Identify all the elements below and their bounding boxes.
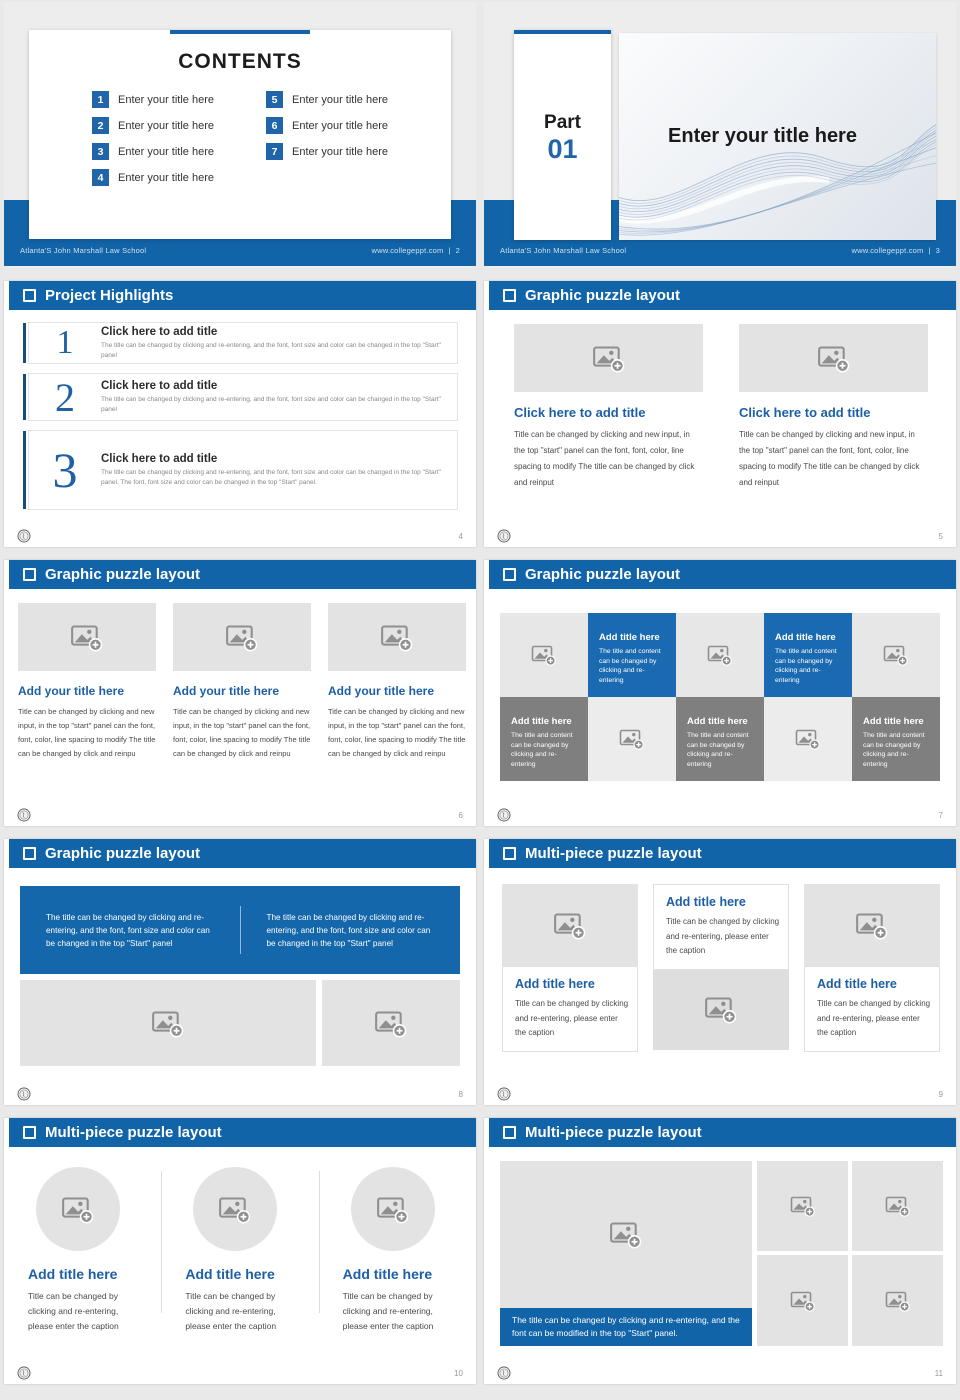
highlight-title: Click here to add title: [101, 379, 218, 392]
card-title: Add title here: [515, 977, 595, 991]
picture-icon: [885, 1289, 911, 1313]
toc-item-7[interactable]: [266, 143, 388, 160]
highlight-row-3[interactable]: [28, 430, 458, 510]
toc-number-badge: 3: [92, 143, 109, 160]
toc-label: Enter your title here: [292, 119, 388, 132]
slide-11-multi-piece-grid[interactable]: [484, 1118, 956, 1384]
highlight-number: 1: [56, 324, 74, 361]
column-1: [502, 884, 638, 1052]
blue-text-banner[interactable]: [20, 886, 460, 974]
part-number-card: [514, 30, 611, 240]
slide-body: [484, 1147, 956, 1362]
picture-icon: [704, 994, 738, 1025]
slide-body: [484, 868, 956, 1083]
slide-body: [484, 589, 956, 804]
column-body: Title can be changed by clicking and new input, in the top "start" panel can the font, font, color, line spacing to modify The title can be changed by click and reinpu: [328, 707, 466, 758]
circle-image-placeholder[interactable]: [193, 1167, 277, 1251]
caption-bar: The title can be changed by clicking and re-entering, and the font can be modified in the top "Start" panel.: [500, 1308, 752, 1346]
tile-body: The title and content can be changed by clicking and re-entering: [687, 732, 749, 768]
three-column-layout: [4, 589, 476, 761]
column-1: [4, 1167, 161, 1334]
tile-body: The title and content can be changed by clicking and re-entering: [863, 732, 925, 768]
slide-header: [489, 1118, 956, 1147]
slide-header-title: Project Highlights: [45, 287, 174, 304]
column-title: Click here to add title: [514, 405, 646, 420]
highlight-row-1[interactable]: [28, 322, 458, 364]
slide-6-graphic-puzzle[interactable]: [4, 560, 476, 826]
caption-card[interactable]: [653, 884, 789, 970]
column-title: Add your title here: [328, 684, 435, 698]
highlight-title: Click here to add title: [101, 452, 218, 465]
toc-column-left: [92, 91, 214, 186]
tile-body: The title and content can be changed by clicking and re-entering: [775, 648, 837, 684]
highlight-row-2[interactable]: [28, 373, 458, 421]
highlight-number: 3: [52, 442, 78, 498]
image-placeholder[interactable]: [500, 1161, 752, 1308]
image-placeholder[interactable]: [20, 980, 316, 1066]
bullet-square-icon: [23, 847, 36, 860]
image-placeholder[interactable]: [804, 884, 940, 966]
image-placeholder[interactable]: [514, 324, 703, 392]
tile-body: The title and content can be changed by clicking and re-entering: [599, 648, 661, 684]
bullet-square-icon: [23, 289, 36, 302]
slide-footer: [484, 1362, 956, 1384]
footer-site-page: [852, 246, 941, 255]
footer-site-page: [372, 246, 461, 255]
column-body: Title can be changed by clicking and new input, in the top "start" panel can the font, font, color, line spacing to modify The title can be changed by click and reinput: [739, 430, 920, 487]
section-title: Enter your title here: [668, 125, 857, 147]
school-seal-logo: [497, 529, 511, 543]
page-number: 8: [458, 1089, 463, 1099]
slide-body: [4, 310, 476, 525]
picture-icon: [619, 727, 645, 751]
card-title: Add title here: [817, 977, 897, 991]
picture-icon: [817, 343, 851, 374]
slide-7-graphic-puzzle-grid[interactable]: [484, 560, 956, 826]
bullet-square-icon: [503, 289, 516, 302]
slide-footer: [484, 246, 956, 255]
image-placeholder[interactable]: [676, 613, 764, 697]
card-body: Title can be changed by clicking and re-entering, please enter the caption: [185, 1291, 277, 1331]
tile-title: Add title here: [775, 632, 836, 643]
picture-icon: [70, 622, 104, 653]
slide-header: [9, 1118, 476, 1147]
school-seal-logo: [17, 1087, 31, 1101]
highlight-title: Click here to add title: [101, 325, 218, 338]
slide-footer: [484, 525, 956, 547]
image-placeholder[interactable]: [173, 603, 311, 671]
picture-icon: [790, 1289, 816, 1313]
card-body: Title can be changed by clicking and re-entering, please enter the caption: [515, 999, 629, 1037]
footer-page-number: 2: [455, 246, 460, 255]
image-placeholder[interactable]: [852, 1161, 943, 1251]
picture-icon: [795, 727, 821, 751]
page-number: 10: [454, 1368, 463, 1378]
image-placeholder[interactable]: [739, 324, 928, 392]
toc-number-badge: 1: [92, 91, 109, 108]
slide-header: [489, 281, 956, 310]
toc-label: Enter your title here: [118, 119, 214, 132]
image-placeholder[interactable]: [322, 980, 460, 1066]
part-label: Part: [544, 112, 581, 133]
picture-icon: [225, 622, 259, 653]
tile-body: The title and content can be changed by clicking and re-entering: [511, 732, 573, 768]
school-seal-logo: [17, 1366, 31, 1380]
image-placeholder[interactable]: [502, 884, 638, 966]
footer-site: www.collegeppt.com: [371, 246, 444, 255]
slide-footer: [484, 1083, 956, 1105]
slide-4-project-highlights[interactable]: [4, 281, 476, 547]
picture-icon: [531, 643, 557, 667]
picture-icon: [218, 1194, 252, 1225]
image-placeholder[interactable]: [653, 970, 789, 1050]
slide-body: [4, 589, 476, 804]
contents-card: [29, 30, 451, 239]
highlight-texts: [101, 453, 457, 488]
picture-icon: [61, 1194, 95, 1225]
image-placeholder[interactable]: [764, 697, 852, 781]
picture-icon: [855, 910, 889, 941]
page-number: 5: [938, 531, 943, 541]
puzzle-text-tile-gray[interactable]: [676, 697, 764, 781]
picture-icon: [380, 622, 414, 653]
column-3: [328, 603, 466, 761]
column-2: [161, 1167, 318, 1334]
caption-card[interactable]: [502, 966, 638, 1052]
page-number: 9: [938, 1089, 943, 1099]
school-seal-logo: [497, 808, 511, 822]
image-row: [20, 980, 460, 1066]
tile-title: Add title here: [511, 716, 572, 727]
toc-label: Enter your title here: [292, 145, 388, 158]
toc-number-badge: 2: [92, 117, 109, 134]
column-2: [653, 884, 789, 1052]
column-body: Title can be changed by clicking and new input, in the top "start" panel can the font, font, color, line spacing to modify The title can be changed by click and reinput: [514, 430, 695, 487]
footer-separator: |: [448, 246, 451, 255]
slide-header: [9, 281, 476, 310]
image-grid: [757, 1161, 943, 1346]
puzzle-grid: [500, 613, 956, 781]
picture-icon: [707, 643, 733, 667]
column-1: [18, 603, 156, 761]
highlight-texts: [101, 326, 457, 361]
table-of-contents: [29, 91, 451, 186]
card-body: Title can be changed by clicking and re-entering, please enter the caption: [817, 999, 931, 1037]
image-placeholder[interactable]: [852, 1255, 943, 1346]
slide-header: [489, 839, 956, 868]
highlight-body: The title can be changed by clicking and re-entering, and the font, font size and color can be changed in the top "Start" panel. The font, font size and color can be changed in the top "Start" panel.: [101, 468, 441, 486]
column-1: [514, 324, 703, 491]
school-seal-logo: [497, 1366, 511, 1380]
slide-header-title: Multi-piece puzzle layout: [525, 845, 702, 862]
bullet-square-icon: [503, 847, 516, 860]
toc-label: Enter your title here: [292, 93, 388, 106]
toc-number-badge: 5: [266, 91, 283, 108]
toc-item-2[interactable]: [92, 117, 214, 134]
toc-label: Enter your title here: [118, 171, 214, 184]
picture-icon: [885, 1194, 911, 1218]
tile-title: Add title here: [863, 716, 924, 727]
toc-column-right: [266, 91, 388, 186]
bullet-square-icon: [503, 568, 516, 581]
slide-footer: [484, 804, 956, 826]
slide-header-title: Graphic puzzle layout: [45, 845, 201, 862]
school-seal-logo: [497, 1087, 511, 1101]
toc-item-6[interactable]: [266, 117, 388, 134]
tile-title: Add title here: [687, 716, 748, 727]
image-placeholder[interactable]: [757, 1161, 848, 1251]
column-2: [173, 603, 311, 761]
card-body: Title can be changed by clicking and re-entering, please enter the caption: [342, 1291, 434, 1331]
circle-image-placeholder[interactable]: [36, 1167, 120, 1251]
card-title: Add title here: [342, 1266, 433, 1282]
footer-school-name: Atlanta'S John Marshall Law School: [20, 246, 147, 255]
slide-3-part-01[interactable]: [484, 2, 956, 268]
slide-body: [4, 868, 476, 1083]
image-placeholder[interactable]: [18, 603, 156, 671]
slide-2-contents[interactable]: [4, 2, 476, 268]
column-title: Add your title here: [18, 684, 125, 698]
highlight-number: 2: [55, 374, 75, 420]
image-placeholder[interactable]: [852, 613, 940, 697]
picture-icon: [376, 1194, 410, 1225]
slide-9-multi-piece-puzzle[interactable]: [484, 839, 956, 1105]
column-body: Title can be changed by clicking and new input, in the top "start" panel can the font, font, color, line spacing to modify The title can be changed by click and reinpu: [173, 707, 311, 758]
picture-icon: [553, 910, 587, 941]
puzzle-text-tile-gray[interactable]: [852, 697, 940, 781]
column-title: Click here to add title: [739, 405, 871, 420]
page-number: 7: [938, 810, 943, 820]
footer-school-name: Atlanta'S John Marshall Law School: [500, 246, 627, 255]
section-title-panel: [619, 33, 936, 240]
slide-header-title: Graphic puzzle layout: [525, 566, 681, 583]
toc-number-badge: 4: [92, 169, 109, 186]
caption-card[interactable]: [804, 966, 940, 1052]
slide-footer: [4, 525, 476, 547]
bullet-square-icon: [503, 1126, 516, 1139]
tile-title: Add title here: [599, 632, 660, 643]
footer-page-number: 3: [935, 246, 940, 255]
slide-8-graphic-puzzle-banner[interactable]: [4, 839, 476, 1105]
slide-header-title: Multi-piece puzzle layout: [525, 1124, 702, 1141]
footer-separator: |: [928, 246, 931, 255]
puzzle-text-tile-gray[interactable]: [500, 697, 588, 781]
toc-number-badge: 6: [266, 117, 283, 134]
highlight-body: The title can be changed by clicking and re-entering, and the font, font size and color can be changed in the top "Start" panel: [101, 395, 441, 413]
three-column-layout: [484, 868, 956, 1052]
card-title: Add title here: [28, 1266, 118, 1282]
toc-number-badge: 7: [266, 143, 283, 160]
slide-body: [4, 1147, 476, 1362]
puzzle-text-tile-blue[interactable]: [588, 613, 676, 697]
puzzle-text-tile-blue[interactable]: [764, 613, 852, 697]
image-placeholder[interactable]: [500, 613, 588, 697]
card-title: Add title here: [185, 1266, 275, 1282]
image-collage-layout: [484, 1147, 956, 1346]
accent-bar: [514, 30, 611, 34]
toc-item-3[interactable]: [92, 143, 214, 160]
picture-icon: [151, 1008, 185, 1039]
slide-header-title: Graphic puzzle layout: [525, 287, 681, 304]
picture-icon: [883, 643, 909, 667]
column-title: Add your title here: [173, 684, 280, 698]
slide-footer: [4, 804, 476, 826]
school-seal-logo: [17, 529, 31, 543]
highlight-texts: [101, 380, 457, 415]
image-placeholder[interactable]: [588, 697, 676, 781]
slide-header: [489, 560, 956, 589]
slide-body: [484, 310, 956, 525]
toc-item-5[interactable]: [266, 91, 388, 108]
slide-footer: [4, 246, 476, 255]
slide-header: [9, 839, 476, 868]
three-column-layout: [4, 1147, 476, 1334]
picture-icon: [609, 1219, 643, 1250]
column-3: [319, 1167, 476, 1334]
footer-site: www.collegeppt.com: [851, 246, 924, 255]
bullet-square-icon: [23, 1126, 36, 1139]
banner-text-right: The title can be changed by clicking and re-entering, and the font, font size and color can be changed in the top "Start" panel: [266, 912, 431, 948]
card-body: Title can be changed by clicking and re-entering, please enter the caption: [666, 917, 780, 955]
toc-item-1[interactable]: [92, 91, 214, 108]
large-image-block: [500, 1161, 752, 1346]
slide-header: [9, 560, 476, 589]
card-body: Title can be changed by clicking and re-entering, please enter the caption: [28, 1291, 119, 1331]
bullet-square-icon: [23, 568, 36, 581]
picture-icon: [790, 1194, 816, 1218]
circle-image-placeholder[interactable]: [351, 1167, 435, 1251]
slide-5-graphic-puzzle[interactable]: [484, 281, 956, 547]
column-3: [804, 884, 940, 1052]
toc-label: Enter your title here: [118, 145, 214, 158]
image-placeholder[interactable]: [757, 1255, 848, 1346]
column-body: Title can be changed by clicking and new input, in the top "start" panel can the font, font, color, line spacing to modify The title can be changed by click and reinpu: [18, 707, 156, 758]
slide-footer: [4, 1362, 476, 1384]
two-column-layout: [484, 310, 956, 491]
school-seal-logo: [17, 808, 31, 822]
slide-footer: [4, 1083, 476, 1105]
toc-label: Enter your title here: [118, 93, 214, 106]
highlight-rows: [22, 322, 458, 510]
slide-10-multi-piece-circles[interactable]: [4, 1118, 476, 1384]
card-title: Add title here: [666, 895, 746, 909]
image-placeholder[interactable]: [328, 603, 466, 671]
picture-icon: [592, 343, 626, 374]
accent-bar: [170, 30, 310, 34]
picture-icon: [374, 1008, 408, 1039]
highlight-body: The title can be changed by clicking and re-entering, and the font, font size and color can be changed in the top "Start" panel: [101, 341, 441, 359]
contents-title: CONTENTS: [178, 50, 302, 73]
banner-text-left: The title can be changed by clicking and re-entering, and the font, font size and color can be changed in the top "Start" panel: [46, 912, 210, 948]
part-number: 01: [547, 134, 578, 164]
column-2: [739, 324, 928, 491]
page-number: 6: [458, 810, 463, 820]
toc-item-4[interactable]: [92, 169, 214, 186]
slide-header-title: Multi-piece puzzle layout: [45, 1124, 222, 1141]
page-number: 11: [934, 1368, 943, 1378]
slide-header-title: Graphic puzzle layout: [45, 566, 201, 583]
page-number: 4: [458, 531, 463, 541]
